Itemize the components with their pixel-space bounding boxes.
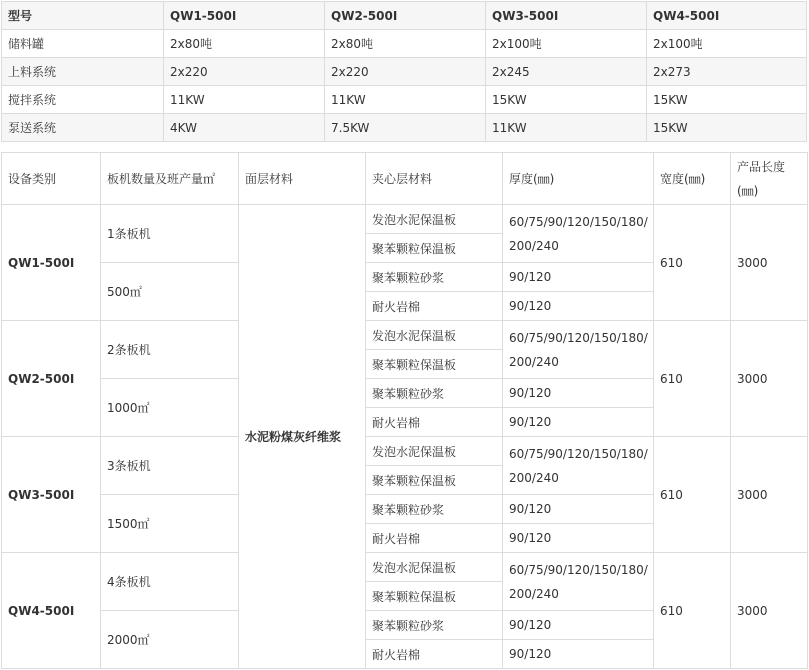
detail-header-cell: 厚度(㎜) [503, 153, 654, 205]
table-row [2, 553, 808, 582]
core-material-cell: 聚苯颗粒保温板 [366, 350, 503, 379]
detail-header-cell: 宽度(㎜) [654, 153, 731, 205]
thickness-cell: 60/75/90/120/150/180/200/240 [503, 553, 654, 611]
spec-cell: 泵送系统 [2, 114, 164, 142]
detail-table [1, 152, 808, 669]
thickness-cell: 90/120 [503, 524, 654, 553]
detail-header-cell: 夹心层材料 [366, 153, 503, 205]
core-material-cell: 聚苯颗粒保温板 [366, 582, 503, 611]
output-cell: 1000㎡ [101, 379, 239, 437]
spec-cell: 15KW [647, 114, 807, 142]
spec-cell: 11KW [164, 86, 325, 114]
spec-cell: 搅拌系统 [2, 86, 164, 114]
thickness-cell: 90/120 [503, 292, 654, 321]
width-cell: 610 [654, 205, 731, 321]
output-cell: 1500㎡ [101, 495, 239, 553]
spec-cell: 15KW [647, 86, 807, 114]
spec-table [1, 1, 807, 142]
core-material-cell: 耐火岩棉 [366, 524, 503, 553]
table-row [2, 321, 808, 350]
width-cell: 610 [654, 553, 731, 669]
core-material-cell: 发泡水泥保温板 [366, 553, 503, 582]
width-cell: 610 [654, 321, 731, 437]
spec-cell: 2x100吨 [647, 30, 807, 58]
spec-row [2, 86, 807, 114]
spec-header-cell: QW2-500I [325, 2, 486, 30]
machines-cell: 1条板机 [101, 205, 239, 263]
core-material-cell: 聚苯颗粒砂浆 [366, 379, 503, 408]
spec-cell: 2x100吨 [486, 30, 647, 58]
detail-header-cell: 板机数量及班产量㎡ [101, 153, 239, 205]
spec-row [2, 30, 807, 58]
spec-header-cell: 型号 [2, 2, 164, 30]
core-material-cell: 耐火岩棉 [366, 408, 503, 437]
spec-cell: 2x273 [647, 58, 807, 86]
detail-header-cell: 设备类别 [2, 153, 101, 205]
spec-cell: 2x80吨 [325, 30, 486, 58]
thickness-cell: 90/120 [503, 611, 654, 640]
output-cell: 2000㎡ [101, 611, 239, 669]
thickness-cell: 90/120 [503, 495, 654, 524]
machines-cell: 4条板机 [101, 553, 239, 611]
length-cell: 3000 [731, 321, 808, 437]
detail-header-cell: 面层材料 [239, 153, 366, 205]
length-cell: 3000 [731, 205, 808, 321]
core-material-cell: 发泡水泥保温板 [366, 205, 503, 234]
model-cell: QW4-500I [2, 553, 101, 669]
core-material-cell: 发泡水泥保温板 [366, 321, 503, 350]
spec-cell: 11KW [486, 114, 647, 142]
spec-row [2, 58, 807, 86]
detail-header-row [2, 153, 808, 205]
thickness-cell: 90/120 [503, 640, 654, 669]
core-material-cell: 聚苯颗粒砂浆 [366, 495, 503, 524]
output-cell: 500㎡ [101, 263, 239, 321]
core-material-cell: 聚苯颗粒砂浆 [366, 263, 503, 292]
spec-cell: 2x220 [325, 58, 486, 86]
spec-cell: 11KW [325, 86, 486, 114]
thickness-cell: 60/75/90/120/150/180/200/240 [503, 437, 654, 495]
length-cell: 3000 [731, 437, 808, 553]
table-row [2, 437, 808, 466]
model-cell: QW3-500I [2, 437, 101, 553]
table-row [2, 205, 808, 234]
thickness-cell: 90/120 [503, 408, 654, 437]
spec-header-row [2, 2, 807, 30]
spec-cell: 储料罐 [2, 30, 164, 58]
spec-cell: 2x220 [164, 58, 325, 86]
core-material-cell: 耐火岩棉 [366, 292, 503, 321]
spec-cell: 15KW [486, 86, 647, 114]
spec-header-cell: QW3-500I [486, 2, 647, 30]
spec-cell: 2x80吨 [164, 30, 325, 58]
spec-cell: 7.5KW [325, 114, 486, 142]
model-cell: QW2-500I [2, 321, 101, 437]
spec-header-cell: QW4-500I [647, 2, 807, 30]
thickness-cell: 90/120 [503, 263, 654, 292]
spec-header-cell: QW1-500I [164, 2, 325, 30]
core-material-cell: 耐火岩棉 [366, 640, 503, 669]
width-cell: 610 [654, 437, 731, 553]
thickness-cell: 60/75/90/120/150/180/200/240 [503, 205, 654, 263]
spec-cell: 4KW [164, 114, 325, 142]
detail-header-cell: 产品长度(㎜) [731, 153, 808, 205]
spec-row [2, 114, 807, 142]
machines-cell: 2条板机 [101, 321, 239, 379]
core-material-cell: 聚苯颗粒保温板 [366, 234, 503, 263]
spec-cell: 上料系统 [2, 58, 164, 86]
surface-material-cell: 水泥粉煤灰纤维浆 [239, 205, 366, 669]
core-material-cell: 发泡水泥保温板 [366, 437, 503, 466]
machines-cell: 3条板机 [101, 437, 239, 495]
core-material-cell: 聚苯颗粒砂浆 [366, 611, 503, 640]
thickness-cell: 90/120 [503, 379, 654, 408]
spec-cell: 2x245 [486, 58, 647, 86]
length-cell: 3000 [731, 553, 808, 669]
model-cell: QW1-500I [2, 205, 101, 321]
core-material-cell: 聚苯颗粒保温板 [366, 466, 503, 495]
thickness-cell: 60/75/90/120/150/180/200/240 [503, 321, 654, 379]
